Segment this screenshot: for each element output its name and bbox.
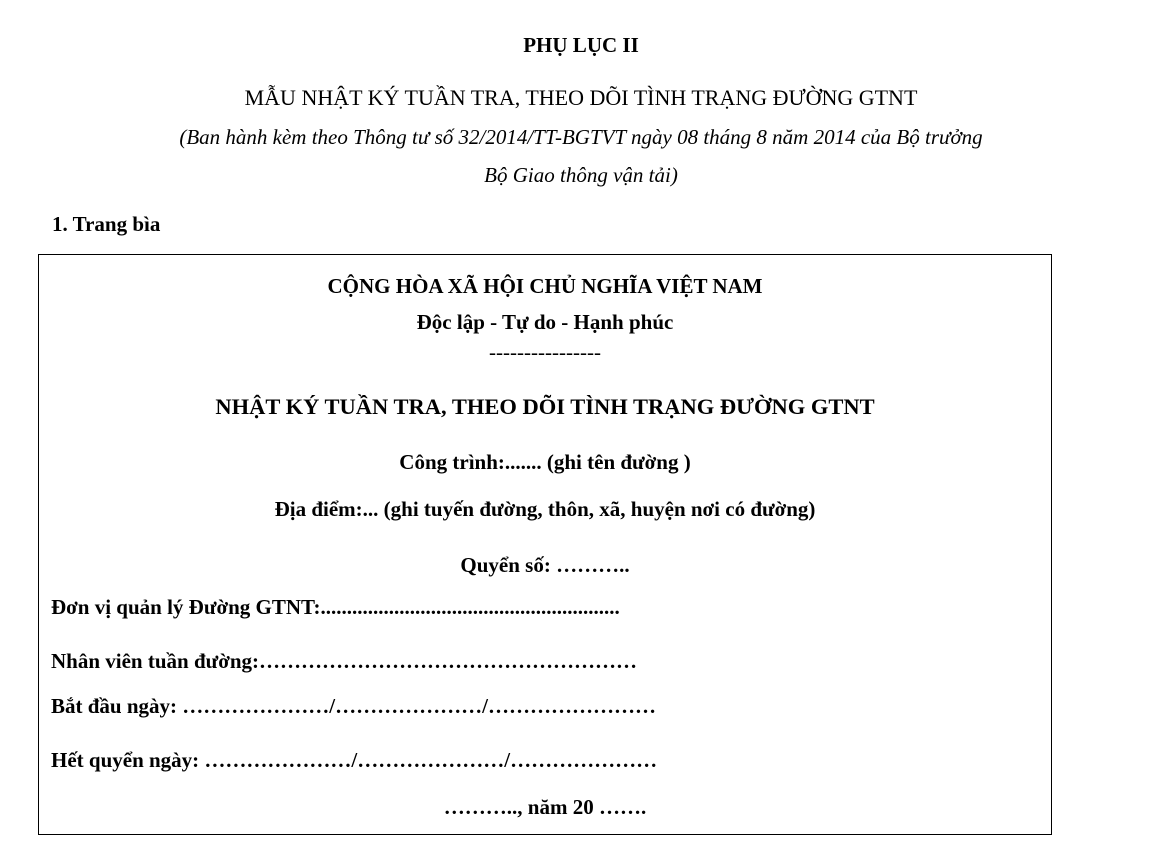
appendix-title: PHỤ LỤC II [523, 33, 639, 57]
management-unit-field: Đơn vị quản lý Đường GTNT:......................................................... [51, 595, 620, 619]
patrol-staff-field: Nhân viên tuần đường:……………………………………………… [51, 649, 638, 673]
year-line: ……….., năm 20 ……. [443, 795, 647, 819]
divider: ---------------- [489, 340, 601, 364]
national-title: CỘNG HÒA XÃ HỘI CHỦ NGHĨA VIỆT NAM [327, 274, 763, 298]
cover-page-box [38, 254, 1052, 835]
logbook-title: NHẬT KÝ TUẦN TRA, THEO DÕI TÌNH TRẠNG ĐƯỜNG GTNT [215, 394, 875, 419]
issuance-note-line-1: (Ban hành kèm theo Thông tư số 32/2014/TT-BGTVT ngày 08 tháng 8 năm 2014 của Bộ trưởng [179, 125, 983, 149]
project-field: Công trình:....... (ghi tên đường ) [399, 450, 691, 474]
issuance-note-line-2: Bộ Giao thông vận tải) [484, 163, 678, 187]
section-heading: 1. Trang bìa [52, 212, 161, 236]
location-field: Địa điểm:... (ghi tuyến đường, thôn, xã, huyện nơi có đường) [274, 497, 816, 521]
end-date-field: Hết quyển ngày: …………………/…………………/………………… [51, 748, 658, 772]
volume-number-field: Quyển số: ……….. [460, 553, 630, 577]
issuance-note [0, 118, 1162, 194]
motto: Độc lập - Tự do - Hạnh phúc [416, 310, 674, 334]
form-title: MẪU NHẬT KÝ TUẦN TRA, THEO DÕI TÌNH TRẠNG ĐƯỜNG GTNT [244, 85, 918, 110]
start-date-field: Bắt đầu ngày: …………………/…………………/…………………… [51, 694, 656, 718]
